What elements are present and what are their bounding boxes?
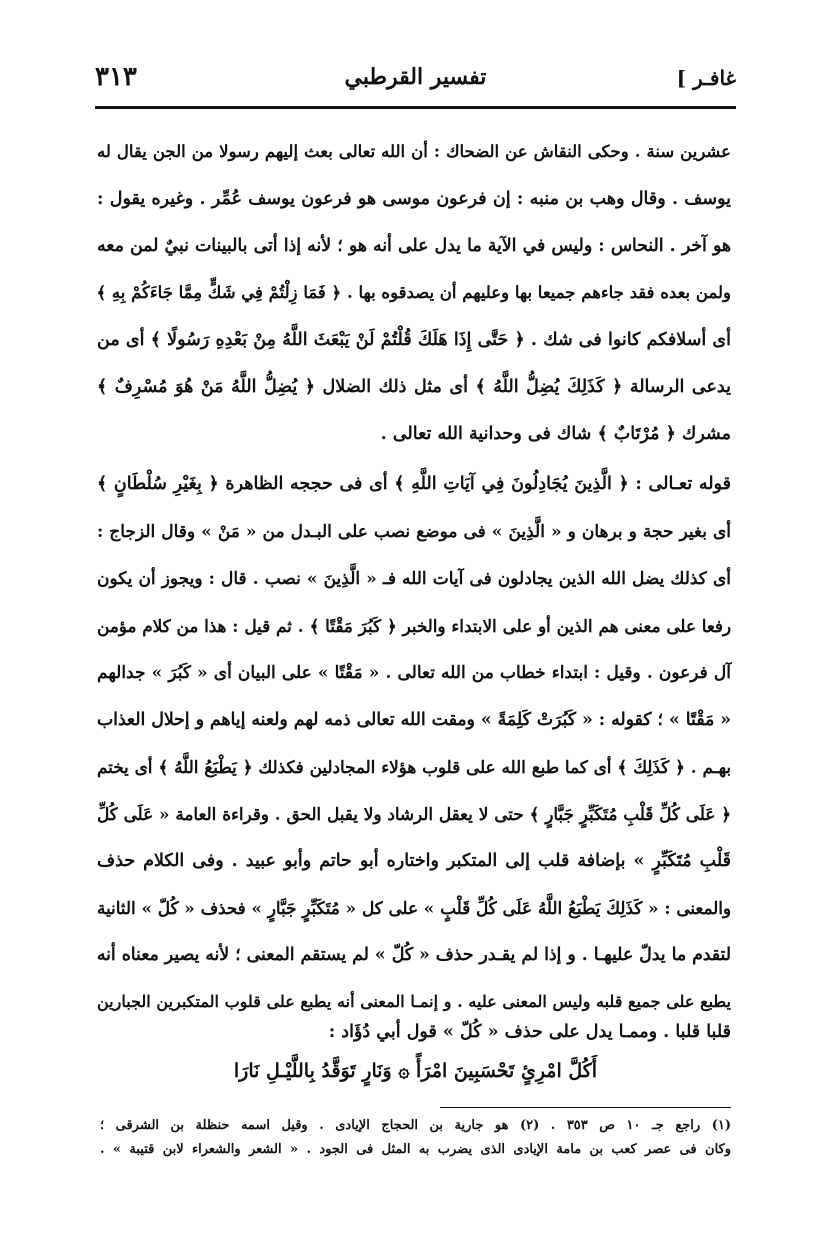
- text-line: لتقدم ما يدلّ عليهـا . و إذا لم يقـدر حذف « كُلّ » لم يستقم المعنى ؛ لأنه يصير معناه أنه: [96, 945, 731, 965]
- text-line: بهـم . ﴿ كَذَلِكَ ﴾ أى كما طبع الله على قلوب هؤلاء المجادلين فكذلك ﴿ يَطْبَعُ اللَّهُ ﴾ أى يختم: [97, 757, 731, 777]
- book-title: تفسير القرطبي: [344, 64, 487, 90]
- page-header: [95, 58, 736, 102]
- footnote-line: (١) راجع جـ ١٠ ص ٣٥٣ . (٢) هو جارية بن الحجاج الإيادى . وقيل اسمه حنظلة بن الشرقى ؛: [100, 1118, 731, 1133]
- text-line: ولمن بعده فقد جاءهم جميعا بها وعليهم أن يصدقوه بها . ﴿ فَمَا زِلْتُمْ فِي شَكٍّ مِمَّا جَاءَكُمْ بِهِ ﴾: [96, 283, 731, 302]
- page-number: ٣١٣: [95, 62, 137, 92]
- text-line: والمعنى : « كَذَلِكَ يَطْبَعُ اللَّهُ عَلَى كُلِّ قَلْبٍ » على كل « مُتَكَبِّرٍ جَبَّارٍ » فحذف « كُلّ » الثانية: [97, 898, 731, 918]
- text-line: يطبع على جميع قلبه وليس المعنى عليه . و إنمـا المعنى أنه يطبع على قلوب المتكبرين الجبارين: [97, 992, 731, 1011]
- text-line: قلبا قلبا . وممـا يدل على حذف « كُلّ » قول أبي دُؤَاد :: [328, 1022, 731, 1042]
- poetry-verse: أَكُلَّ امْرِئٍ تَحْسَبِينَ امْرَأً ۞ وَنَارٍ تَوَقَّدُ بِاللَّيْـلِ نَارَا: [233, 1060, 598, 1082]
- text-line: قَلْبِ مُتَكَبِّرٍ » بإضافة قلب إلى المتكبر واختاره أبو حاتم وأبو عبيد . وفى الكلام حذف: [97, 851, 731, 871]
- footnote-rule: [440, 1107, 731, 1108]
- footnote-line: وكان فى عصر كعب بن مامة الإيادى الذى يضرب به المثل فى الجود . « الشعر والشعراء لابن قتيبة » .: [100, 1142, 731, 1157]
- text-line: أى أسلافكم كانوا فى شك . ﴿ حَتَّى إِذَا هَلَكَ قُلْتُمْ لَنْ يَبْعَثَ اللَّهُ مِنْ بَعْدِهِ رَسُولًا ﴾ أى من: [97, 330, 731, 350]
- text-line: أى كذلك يضل الله الذين يجادلون فى آيات الله فـ « الَّذِينَ » نصب . قال : ويجوز أن يكون: [97, 569, 731, 589]
- text-line: مشرك ﴿ مُرْتَابٌ ﴾ شاك فى وحدانية الله تعالى .: [380, 424, 731, 444]
- text-line: قوله تعـالى : ﴿ الَّذِينَ يُجَادِلُونَ فِي آيَاتِ اللَّهِ ﴾ أى فى حججه الظاهرة ﴿ بِغَيْرِ سُلْطَانٍ ﴾: [97, 474, 731, 494]
- text-line: ﴿ عَلَى كُلِّ قَلْبِ مُتَكَبِّرٍ جَبَّارٍ ﴾ حتى لا يعقل الرشاد ولا يقبل الحق . وقراءة العامة « عَلَى كُلِّ: [97, 804, 731, 824]
- text-line: « مَقْتًا » ؛ كقوله : « كَبُرَتْ كَلِمَةً » ومقت الله تعالى ذمه لهم ولعنه إياهم و إحلال العذاب: [96, 710, 731, 730]
- text-line: عشرين سنة . وحكى النقاش عن الضحاك : أن الله تعالى بعث إليهم رسولا من الجن يقال له: [97, 142, 731, 161]
- surah-name: غافـر ]: [676, 66, 736, 90]
- text-line: هو آخر . النحاس : وليس في الآية ما يدل على أنه هو ؛ لأنه إذا أتى بالبينات نبيٌ لمن معه: [97, 236, 731, 256]
- text-line: يوسف . وقال وهب بن منبه : إن فرعون موسى هو فرعون يوسف عُمِّر . وغيره يقول :: [97, 189, 731, 209]
- text-line: آل فرعون . وقيل : ابتداء خطاب من الله تعالى . « مَقْتًا » على البيان أى « كَبُرَ » جدالهم: [97, 663, 731, 683]
- header-rule: [95, 106, 736, 109]
- text-line: يدعى الرسالة ﴿ كَذَلِكَ يُضِلُّ اللَّهُ ﴾ أى مثل ذلك الضلال ﴿ يُضِلُّ اللَّهُ مَنْ هُوَ مُسْرِفٌ ﴾: [97, 377, 731, 397]
- text-line: رفعا على معنى هم الذين أو على الابتداء والخبر ﴿ كَبُرَ مَقْتًا ﴾ . ثم قيل : هذا من كلام مؤمن: [97, 616, 731, 636]
- text-line: أى بغير حجة و برهان و « الَّذِينَ » فى موضع نصب على البـدل من « مَنْ » وقال الزجاج :: [97, 522, 731, 542]
